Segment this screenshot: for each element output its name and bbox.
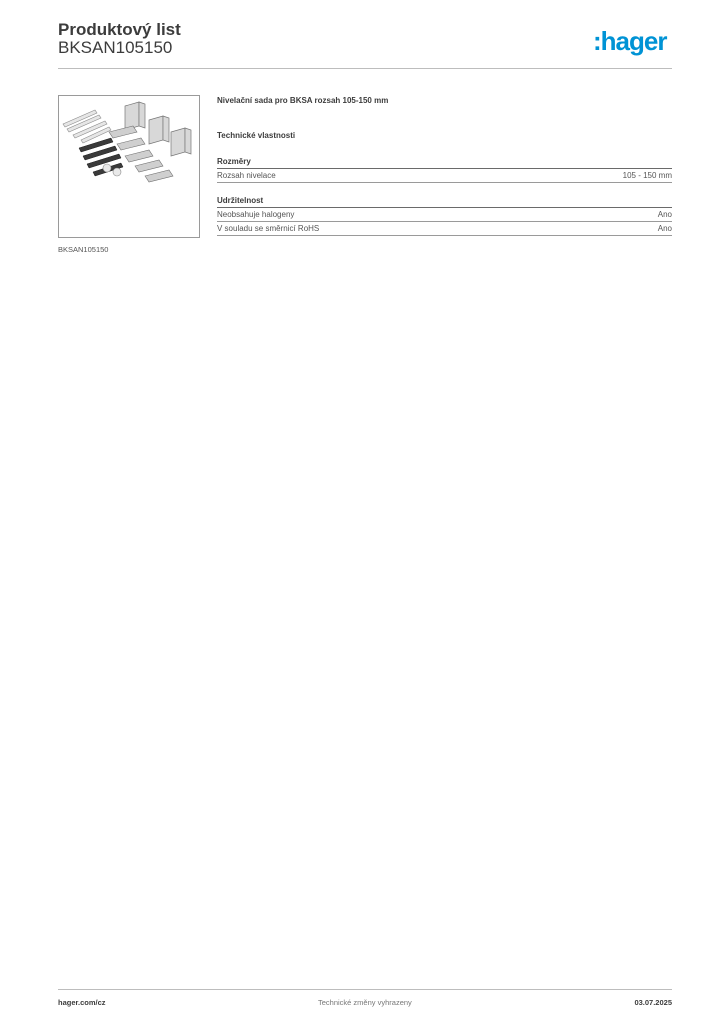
footer-website-link[interactable]: hager.com/cz [58, 998, 106, 1007]
footer-disclaimer: Technické změny vyhrazeny [318, 998, 412, 1007]
product-image [58, 95, 200, 238]
spec-group-sustainability [217, 195, 672, 236]
spec-row [217, 208, 672, 222]
svg-text::hager: :hager [593, 26, 667, 56]
product-name: Nivelační sada pro BKSA rozsah 105-150 mm [217, 96, 389, 105]
spec-label: V souladu se směrnicí RoHS [217, 224, 320, 233]
image-caption: BKSAN105150 [58, 245, 109, 254]
product-illustration [59, 96, 199, 237]
section-heading: Technické vlastnosti [217, 131, 296, 140]
product-code: BKSAN105150 [58, 38, 173, 57]
spec-group-dimensions [217, 156, 672, 183]
spec-value: 105 - 150 mm [622, 171, 672, 180]
spec-row [217, 222, 672, 236]
spec-group-title: Rozměry [217, 156, 672, 169]
spec-value: Ano [657, 210, 672, 219]
spec-label: Rozsah nivelace [217, 171, 276, 180]
spec-group-title: Udržitelnost [217, 195, 672, 208]
footer-date: 03.07.2025 [634, 998, 672, 1007]
page-title: Produktový list [58, 20, 181, 39]
spec-value: Ano [657, 224, 672, 233]
header-divider [58, 68, 672, 69]
hager-logo [593, 26, 675, 56]
spec-row [217, 169, 672, 183]
footer-divider [58, 989, 672, 990]
spec-label: Neobsahuje halogeny [217, 210, 295, 219]
